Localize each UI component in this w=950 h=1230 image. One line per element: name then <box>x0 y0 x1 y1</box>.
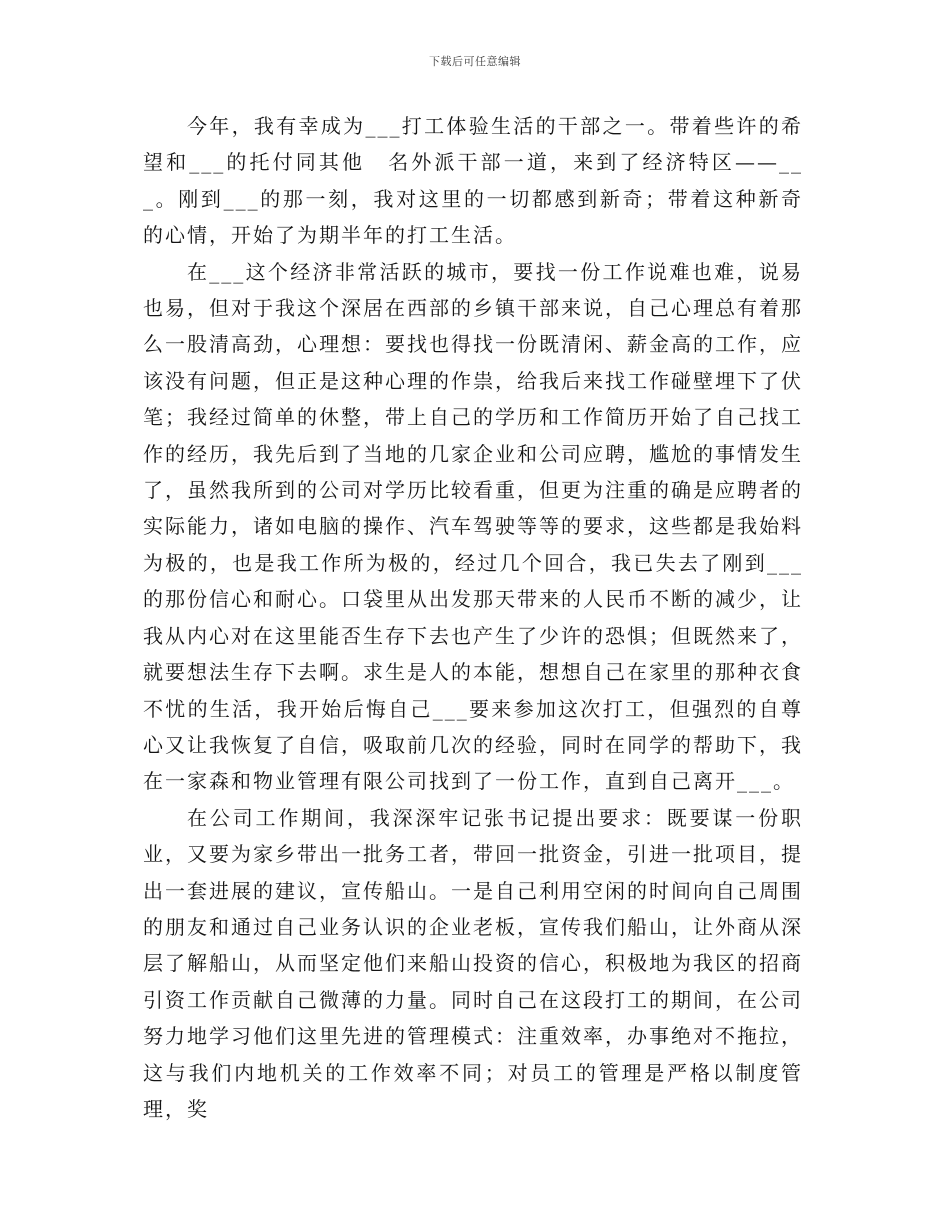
page-header: 下载后可任意编辑 <box>429 55 521 68</box>
document-body <box>143 108 803 1127</box>
paragraph-1: 今年，我有幸成为___打工体验生活的干部之一。带着些许的希望和___的托付同其他 名外派干部一道，来到了经济特区——___。刚到___的那一刻，我对这里的一切都感到新奇；带着这种新奇的心情，开始了为期半年的打工生活。 <box>143 114 803 248</box>
paragraph-3: 在公司工作期间，我深深牢记张书记提出要求：既要谋一份职业，又要为家乡带出一批务工者，带回一批资金，引进一批项目，提出一套进展的建议，宣传船山。一是自己利用空闲的时间向自己周围的朋友和通过自己业务认识的企业老板，宣传我们船山，让外商从深层了解船山，从而坚定他们来船山投资的信心，积极地为我区的招商引资工作贡献自己微薄的力量。同时自己在这段打工的期间，在公司努力地学习他们这里先进的管理模式：注重效率，办事绝对不拖拉，这与我们内地机关的工作效率不同；对员工的管理是严格以制度管理，奖 <box>143 805 803 1121</box>
paragraph-2: 在___这个经济非常活跃的城市，要找一份工作说难也难，说易也易，但对于我这个深居在西部的乡镇干部来说，自己心理总有着那么一股清高劲，心理想：要找也得找一份既清闲、薪金高的工作，应该没有问题，但正是这种心理的作祟，给我后来找工作碰壁埋下了伏笔；我经过简单的休整，带上自己的学历和工作简历开始了自己找工作的经历，我先后到了当地的几家企业和公司应聘，尴尬的事情发生了，虽然我所到的公司对学历比较看重，但更为注重的确是应聘者的实际能力，诸如电脑的操作、汽车驾驶等等的要求，这些都是我始料为极的，也是我工作所为极的，经过几个回合，我已失去了刚到___的那份信心和耐心。口袋里从出发那天带来的人民币不断的减少，让我从内心对在这里能否生存下去也产生了少许的恐惧；但既然来了，就要想法生存下去啊。求生是人的本能，想想自己在家里的那种衣食不忧的生活，我开始后悔自己___要来参加这次打工，但强烈的自尊心又让我恢复了自信，吸取前几次的经验，同时在同学的帮助下，我在一家森和物业管理有限公司找到了一份工作，直到自己离开___。 <box>143 259 803 794</box>
